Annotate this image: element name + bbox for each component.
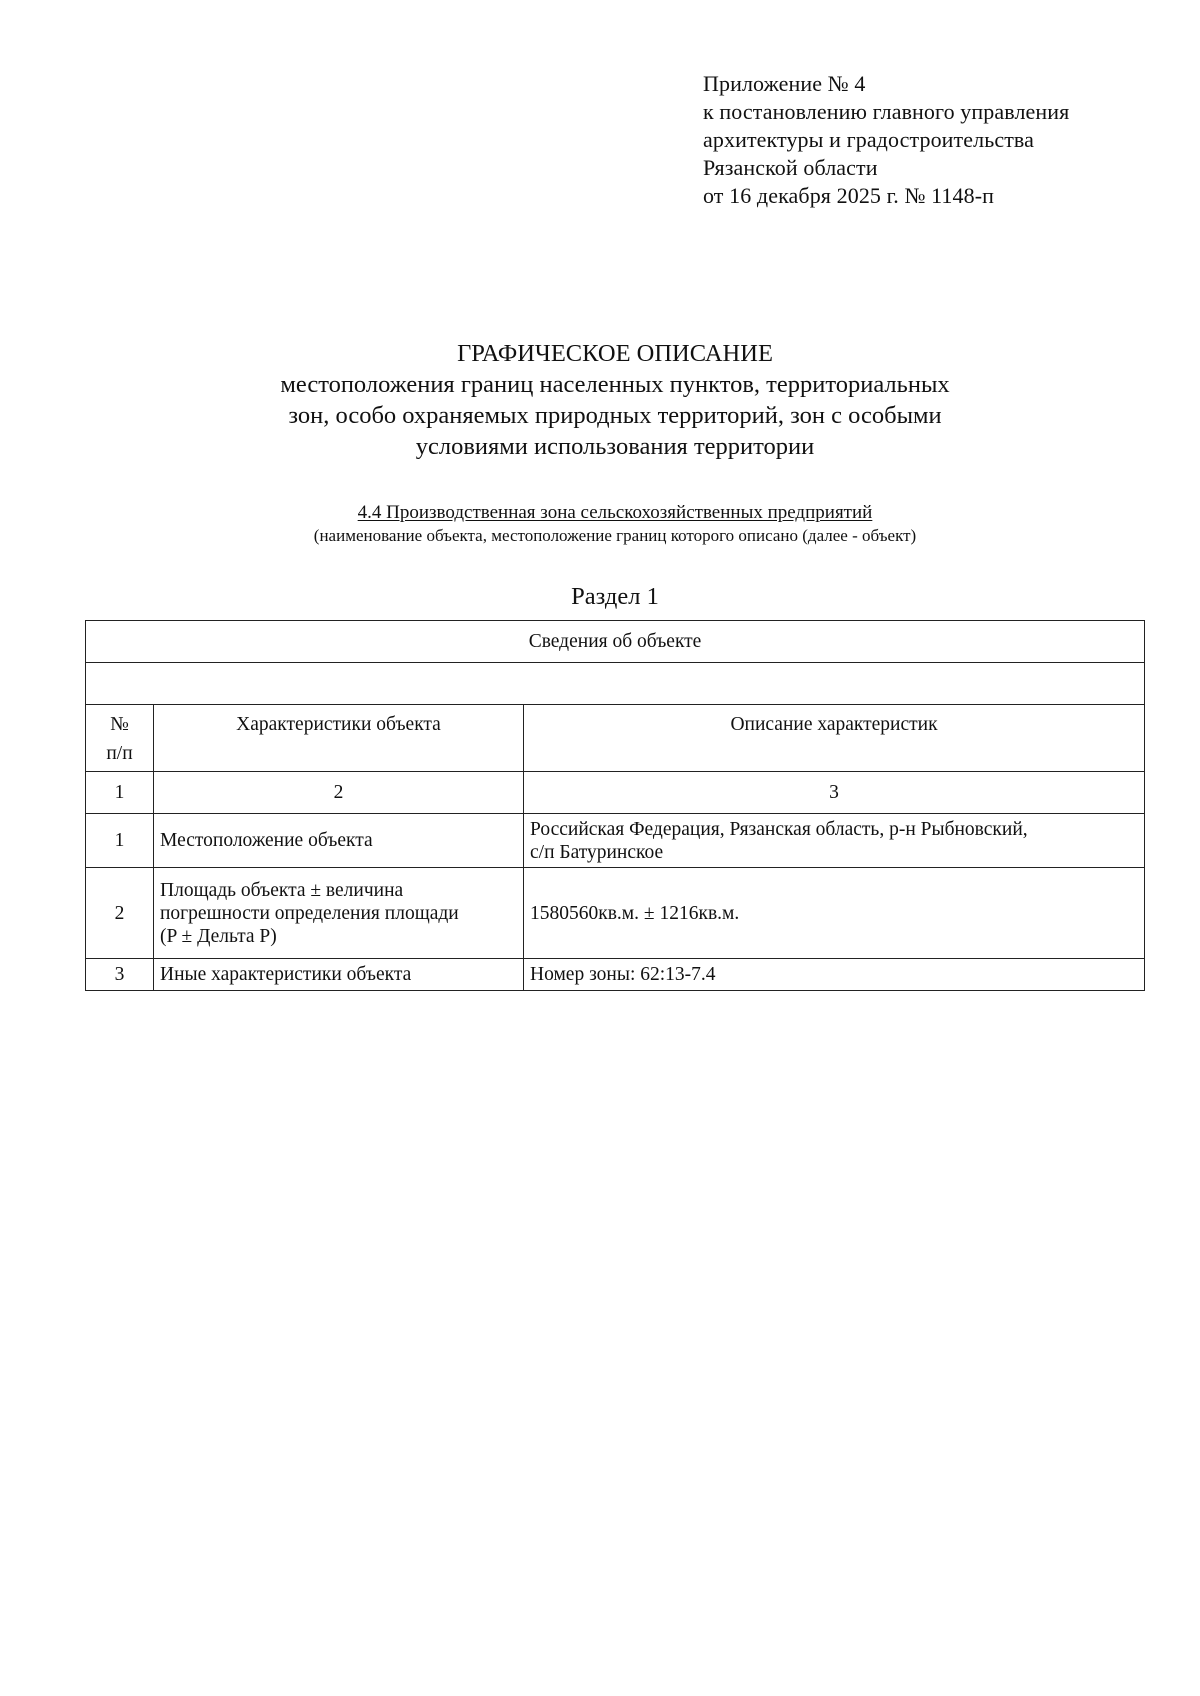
appendix-line: Рязанской области [703,155,878,180]
appendix-header [703,70,1069,210]
column-number: 3 [524,772,1145,814]
row-description-line: Российская Федерация, Рязанская область, р-н Рыбновский, [530,818,1028,840]
document-title [0,338,1200,462]
appendix-line: Приложение № 4 [703,71,866,96]
object-name: 4.4 Производственная зона сельскохозяйственных предприятий [357,502,873,523]
header-num [86,705,154,772]
row-description-line: Номер зоны: 62:13-7.4 [530,964,716,985]
row-characteristic-line: Иные характеристики объекта [160,964,412,985]
header-num-line: п/п [106,743,133,764]
header-characteristics: Характеристики объекта [154,705,524,772]
column-number: 2 [154,772,524,814]
table-empty-cell [86,663,1145,705]
header-num-line: № [110,714,129,735]
row-description-line: с/п Батуринское [530,841,664,863]
title-heading: ГРАФИЧЕСКОЕ ОПИСАНИЕ [457,340,773,367]
table-row [86,814,1145,868]
header-description: Описание характеристик [524,705,1145,772]
object-info-table [85,620,1145,991]
appendix-line: от 16 декабря 2025 г. № 1148-п [703,183,995,208]
row-number: 1 [86,814,154,868]
row-description [524,814,1145,868]
title-line: условиями использования территории [415,433,815,460]
appendix-line: архитектуры и градостроительства [703,127,1034,152]
row-characteristic [154,814,524,868]
section-title: Раздел 1 [571,583,659,610]
row-characteristic-line: погрешности определения площади [160,902,459,924]
title-line: зон, особо охраняемых природных территорий, зон с особыми [288,402,942,429]
row-description [524,959,1145,991]
title-line: местоположения границ населенных пунктов, территориальных [280,371,950,398]
column-number: 1 [86,772,154,814]
table-empty-row [86,663,1145,705]
row-characteristic [154,959,524,991]
row-characteristic [154,868,524,959]
row-description [524,868,1145,959]
row-number: 3 [86,959,154,991]
row-description-line: 1580560кв.м. ± 1216кв.м. [530,902,740,924]
table-caption: Сведения об объекте [86,621,1145,663]
row-characteristic-line: (P ± Дельта P) [160,925,277,947]
object-caption: (наименование объекта, местоположение границ которого описано (далее - объект) [313,526,917,545]
table-caption-row [86,621,1145,663]
row-number: 2 [86,868,154,959]
column-number-row [86,772,1145,814]
table-header-row [86,705,1145,772]
table-row [86,868,1145,959]
appendix-line: к постановлению главного управления [703,99,1070,124]
row-characteristic-line: Местоположение объекта [160,830,373,851]
row-characteristic-line: Площадь объекта ± величина [160,879,404,901]
table-row [86,959,1145,991]
